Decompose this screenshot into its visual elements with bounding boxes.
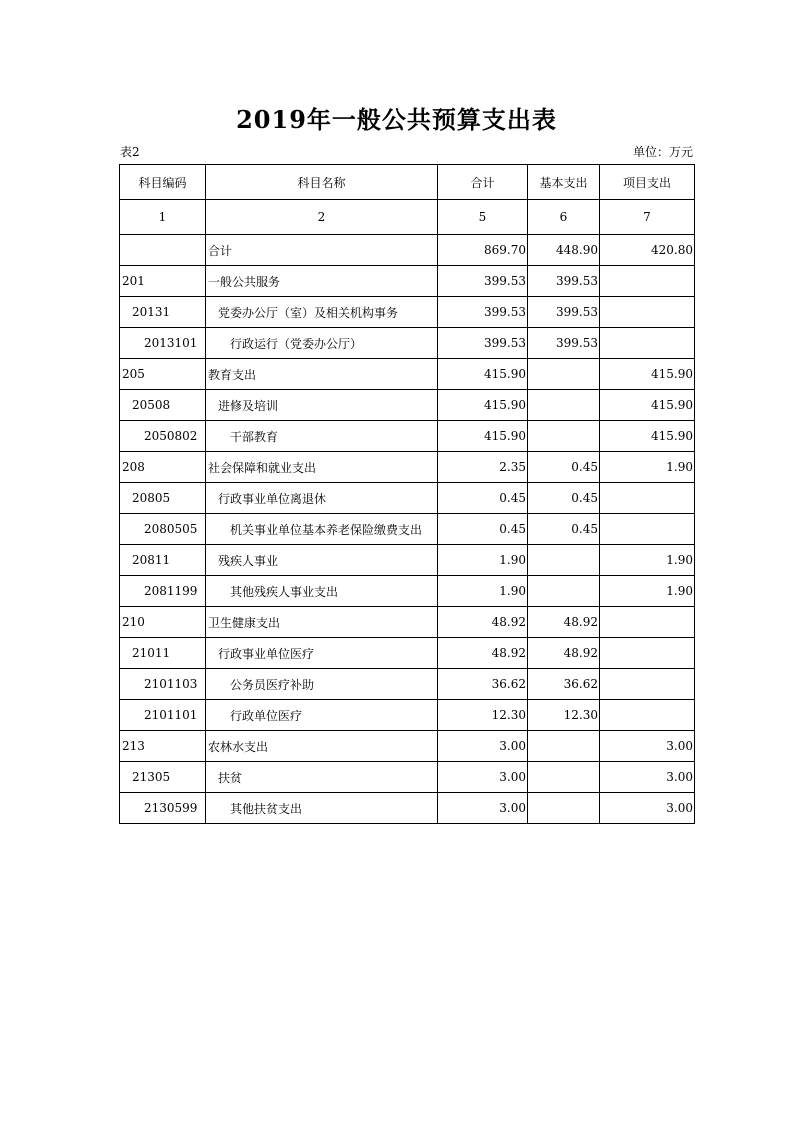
cell-basic: 48.92 [528, 607, 600, 638]
table-row [120, 421, 695, 452]
unit-label: 单位：万元 [632, 145, 693, 159]
cell-project [600, 297, 695, 328]
cell-total: 12.30 [438, 700, 528, 731]
cell-code: 21011 [120, 638, 206, 669]
cell-project: 420.80 [600, 235, 695, 266]
cell-code: 21305 [120, 762, 206, 793]
header-total: 合计 [438, 165, 528, 200]
cell-basic [528, 762, 600, 793]
cell-code: 2013101 [120, 328, 206, 359]
cell-code: 20811 [120, 545, 206, 576]
cell-project: 1.90 [600, 545, 695, 576]
cell-project [600, 514, 695, 545]
cell-total: 0.45 [438, 514, 528, 545]
cell-name: 行政运行（党委办公厅） [206, 328, 438, 359]
table-row [120, 607, 695, 638]
cell-name: 公务员医疗补助 [206, 669, 438, 700]
cell-project [600, 669, 695, 700]
cell-name: 社会保障和就业支出 [206, 452, 438, 483]
cell-code: 213 [120, 731, 206, 762]
cell-project: 3.00 [600, 762, 695, 793]
cell-total: 3.00 [438, 762, 528, 793]
index-project: 7 [600, 200, 695, 235]
cell-code: 210 [120, 607, 206, 638]
cell-basic: 0.45 [528, 452, 600, 483]
cell-basic: 12.30 [528, 700, 600, 731]
cell-project: 1.90 [600, 576, 695, 607]
cell-basic [528, 421, 600, 452]
cell-name: 卫生健康支出 [206, 607, 438, 638]
cell-total: 399.53 [438, 266, 528, 297]
column-index-row [120, 200, 695, 235]
table-row [120, 235, 695, 266]
cell-code: 20508 [120, 390, 206, 421]
cell-basic [528, 545, 600, 576]
header-name: 科目名称 [206, 165, 438, 200]
cell-name: 行政事业单位离退休 [206, 483, 438, 514]
cell-name: 教育支出 [206, 359, 438, 390]
cell-project [600, 700, 695, 731]
header-project: 项目支出 [600, 165, 695, 200]
cell-basic [528, 576, 600, 607]
cell-name: 党委办公厅（室）及相关机构事务 [206, 297, 438, 328]
cell-total: 48.92 [438, 638, 528, 669]
table-label: 表2 [120, 145, 140, 159]
table-row [120, 793, 695, 824]
cell-total: 2.35 [438, 452, 528, 483]
cell-basic: 48.92 [528, 638, 600, 669]
cell-total: 415.90 [438, 359, 528, 390]
cell-code [120, 235, 206, 266]
cell-total: 1.90 [438, 576, 528, 607]
cell-project [600, 483, 695, 514]
cell-name: 一般公共服务 [206, 266, 438, 297]
table-row [120, 700, 695, 731]
cell-code: 2080505 [120, 514, 206, 545]
cell-code: 2130599 [120, 793, 206, 824]
cell-basic: 448.90 [528, 235, 600, 266]
cell-basic: 36.62 [528, 669, 600, 700]
index-basic: 6 [528, 200, 600, 235]
table-row [120, 483, 695, 514]
table-row [120, 762, 695, 793]
cell-code: 205 [120, 359, 206, 390]
header-code: 科目编码 [120, 165, 206, 200]
cell-name: 其他残疾人事业支出 [206, 576, 438, 607]
cell-basic: 0.45 [528, 483, 600, 514]
cell-total: 36.62 [438, 669, 528, 700]
cell-project [600, 638, 695, 669]
cell-total: 3.00 [438, 731, 528, 762]
table-row [120, 328, 695, 359]
cell-project [600, 328, 695, 359]
budget-table [119, 164, 695, 824]
cell-name: 行政单位医疗 [206, 700, 438, 731]
table-row [120, 514, 695, 545]
header-basic: 基本支出 [528, 165, 600, 200]
cell-total: 0.45 [438, 483, 528, 514]
table-row [120, 390, 695, 421]
table-row [120, 297, 695, 328]
cell-code: 20131 [120, 297, 206, 328]
index-code: 1 [120, 200, 206, 235]
cell-project: 1.90 [600, 452, 695, 483]
cell-name: 机关事业单位基本养老保险缴费支出 [206, 514, 438, 545]
cell-total: 3.00 [438, 793, 528, 824]
cell-basic: 399.53 [528, 266, 600, 297]
table-row [120, 576, 695, 607]
cell-total: 399.53 [438, 297, 528, 328]
cell-code: 208 [120, 452, 206, 483]
table-header-row [120, 165, 695, 200]
page-title: 2019年一般公共预算支出表 [236, 105, 557, 134]
cell-total: 415.90 [438, 421, 528, 452]
cell-total: 399.53 [438, 328, 528, 359]
table-row [120, 731, 695, 762]
cell-project: 3.00 [600, 731, 695, 762]
cell-basic [528, 359, 600, 390]
cell-name: 其他扶贫支出 [206, 793, 438, 824]
cell-name: 农林水支出 [206, 731, 438, 762]
cell-total: 415.90 [438, 390, 528, 421]
cell-code: 2101101 [120, 700, 206, 731]
cell-total: 1.90 [438, 545, 528, 576]
cell-basic: 0.45 [528, 514, 600, 545]
cell-name: 扶贫 [206, 762, 438, 793]
cell-name: 进修及培训 [206, 390, 438, 421]
index-name: 2 [206, 200, 438, 235]
cell-name: 合计 [206, 235, 438, 266]
cell-project [600, 266, 695, 297]
cell-project: 3.00 [600, 793, 695, 824]
cell-code: 2050802 [120, 421, 206, 452]
cell-code: 2101103 [120, 669, 206, 700]
cell-basic [528, 793, 600, 824]
cell-basic: 399.53 [528, 297, 600, 328]
cell-basic [528, 731, 600, 762]
cell-code: 20805 [120, 483, 206, 514]
table-row [120, 266, 695, 297]
cell-total: 869.70 [438, 235, 528, 266]
table-row [120, 452, 695, 483]
table-row [120, 545, 695, 576]
cell-basic: 399.53 [528, 328, 600, 359]
cell-name: 干部教育 [206, 421, 438, 452]
cell-project: 415.90 [600, 359, 695, 390]
cell-project [600, 607, 695, 638]
cell-name: 残疾人事业 [206, 545, 438, 576]
cell-project: 415.90 [600, 421, 695, 452]
table-row [120, 359, 695, 390]
cell-code: 2081199 [120, 576, 206, 607]
cell-total: 48.92 [438, 607, 528, 638]
cell-basic [528, 390, 600, 421]
cell-name: 行政事业单位医疗 [206, 638, 438, 669]
cell-code: 201 [120, 266, 206, 297]
table-row [120, 669, 695, 700]
index-total: 5 [438, 200, 528, 235]
table-row [120, 638, 695, 669]
cell-project: 415.90 [600, 390, 695, 421]
